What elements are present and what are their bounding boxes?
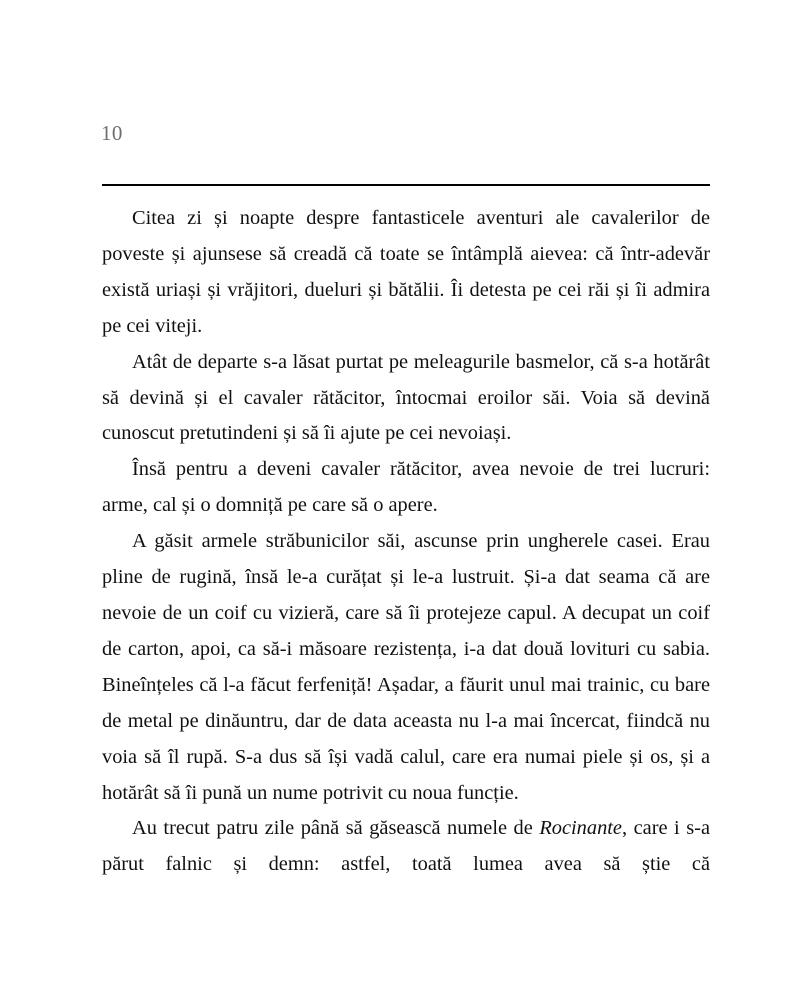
body-text-block	[102, 201, 710, 919]
paragraph-3: Însă pentru a deveni cavaler rătăcitor, avea nevoie de trei lucruri: arme, cal și o domniță pe care să o apere.	[102, 458, 710, 517]
paragraph-5-prefix: Au trecut patru zile până să găsească numele de	[132, 817, 540, 840]
paragraph-2: Atât de departe s-a lăsat purtat pe meleagurile basmelor, că s-a hotărât să devină și el cavaler rătăcitor, întocmai eroilor săi. Voia să devină cunoscut pretutindeni și să îi ajute pe cei nevoiași.	[102, 350, 710, 445]
horse-name-emphasis: Rocinante	[539, 817, 622, 840]
paragraph-4: A găsit armele străbunicilor săi, ascunse prin ungherele casei. Erau pline de rugină, însă le-a curățat și le-a lustruit. Și-a dat seama că are nevoie de un coif cu vizieră, care să îi protejeze capul. A decupat un coif de carton, apoi, ca să-i măsoare rezistența, i-a dat două lovituri cu sabia. Bineînțeles că l-a făcut ferfeniță! Așadar, a făurit unul mai trainic, cu bare de metal pe dinăuntru, dar de data aceasta nu l-a mai încercat, fiindcă nu voia să îl rupă. S-a dus să își vadă calul, care era numai piele și os, și a hotărât să îi pună un nume potrivit cu noua funcție.	[102, 530, 710, 804]
paragraph-1: Citea zi și noapte despre fantasticele aventuri ale cavalerilor de poveste și ajunsese să creadă că toate se întâmplă aievea: că într-adevăr există uriași și vrăjitori, dueluri și bătălii. Îi detesta pe cei răi și îi admira pe cei viteji.	[102, 207, 710, 337]
header-rule	[102, 184, 710, 186]
page-number: 10	[101, 121, 123, 145]
paragraph-5-suffix: , care i s-a părut falnic și demn: astfel, toată lumea avea să știe că	[102, 817, 710, 876]
paragraph-5	[102, 811, 710, 919]
